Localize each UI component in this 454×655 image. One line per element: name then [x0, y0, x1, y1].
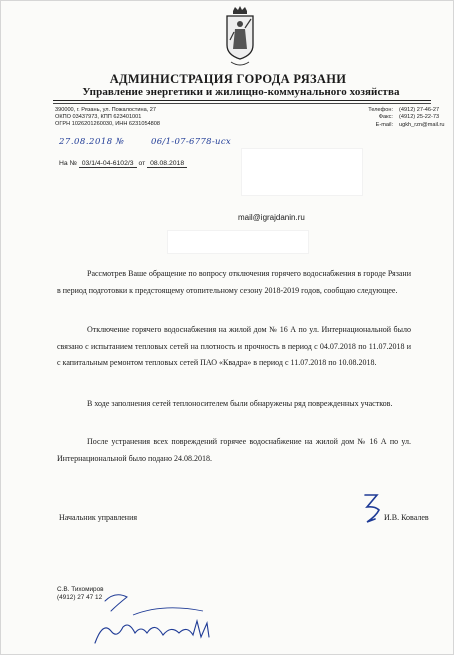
reference-date: 08.08.2018 — [147, 160, 187, 168]
body-paragraph — [57, 434, 411, 467]
organization-title: АДМИНИСТРАЦИЯ ГОРОДА РЯЗАНИ — [109, 72, 347, 86]
address-line: 390000, г. Рязань, ул. Пожалостина, 27 — [55, 107, 157, 113]
department-title: Управление энергетики и жилищно-коммунального хозяйства — [82, 86, 400, 98]
contact-value[interactable]: ugkh_rzn@mail.ru — [399, 121, 445, 128]
address-block — [55, 107, 160, 129]
executor-phone: (4912) 27 47 12 — [57, 594, 103, 602]
signature-icon — [357, 489, 397, 529]
contacts-block — [363, 107, 454, 129]
contact-email — [363, 122, 454, 129]
handwritten-date: 27.08.2018 № — [59, 137, 125, 147]
contact-label: Факс: — [378, 114, 393, 121]
contact-value: (4912) 25-22-73 — [399, 114, 440, 121]
ogrn-line: ОГРН 1026201260030, ИНН 6231054808 — [55, 121, 161, 128]
handwritten-outgoing-number: 06/1-07-6778-исх — [151, 137, 231, 147]
redacted-recipient-block — [241, 148, 363, 196]
executor-name: С.В. Тихомиров — [57, 586, 104, 593]
contact-label: Телефон: — [368, 107, 393, 113]
header-rule — [53, 100, 431, 101]
signer-name: И.В. Ковалев — [384, 513, 429, 522]
recipient-email: mail@igrajdanin.ru — [238, 213, 305, 222]
redacted-recipient-name — [167, 230, 309, 254]
body-paragraph — [57, 396, 411, 413]
paragraph-text: Отключение горячего водоснабжения на жилой дом № 16 А по ул. Интернациональной было связано с испытанием тепловых сетей на плотность и прочность в период с 04.07.2018 по 11.07.2018 и с капитальным ремонтом тепловых сетей ПАО «Квадра» в период с 11.07.2018 по 10.08.2018. — [57, 325, 411, 368]
body-paragraph — [57, 322, 411, 372]
contact-fax — [363, 114, 454, 121]
coat-of-arms-icon — [223, 5, 257, 71]
body-paragraph — [57, 266, 411, 299]
signer-position: Начальник управления — [59, 513, 138, 522]
paragraph-text: Рассмотрев Ваше обращение по вопросу отключения горячего водоснабжения в городе Рязани в период подготовки к предстоящему отопительному сезону 2018-2019 годов, сообщаю следующее. — [57, 269, 411, 295]
okpo-line: ОКПО 03437973, КПП 623401001 — [55, 114, 142, 121]
paragraph-text: После устранения всех повреждений горячее водоснабжение на жилой дом № 16 А по ул. Интернациональной было подано 24.08.2018. — [57, 437, 411, 463]
reference-from: от — [138, 160, 146, 167]
header-rule-thin — [53, 103, 431, 104]
reference-line — [59, 160, 187, 167]
contact-label: E-mail: — [375, 121, 393, 128]
contact-value: (4912) 27-46-27 — [399, 107, 440, 113]
paragraph-text: В ходе заполнения сетей теплоносителем были обнаружены ряд поврежденных участков. — [87, 399, 393, 408]
reference-number: 03/1/4-04-6102/3 — [79, 160, 137, 168]
contact-phone — [363, 107, 454, 114]
executor-signature-icon — [93, 581, 243, 651]
reference-prefix: На № — [59, 160, 77, 167]
